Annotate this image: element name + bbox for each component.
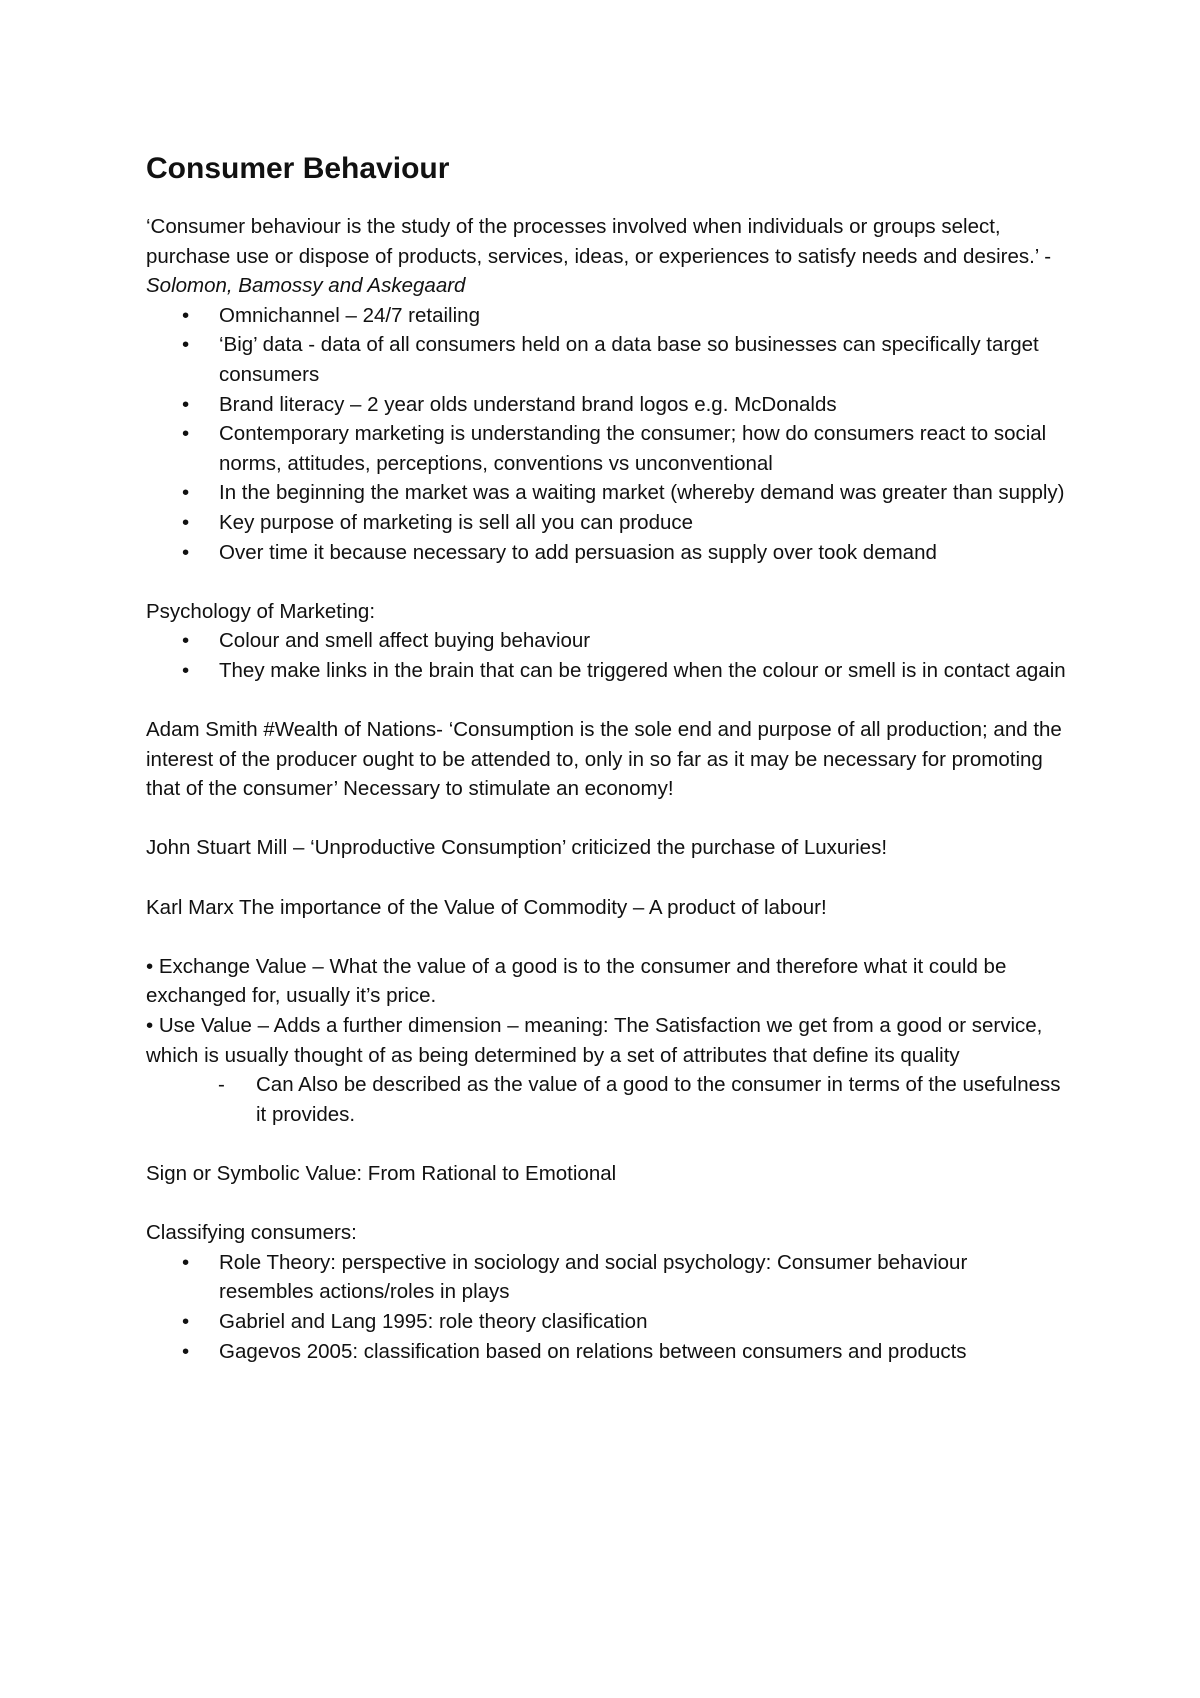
bullet-icon: • [182,422,190,446]
bullet-icon: • [182,1250,190,1274]
bullet-icon: • [182,658,190,682]
quote-separator: - [1038,244,1052,268]
psychology-heading: Psychology of Marketing: [146,599,376,623]
bullet-icon: • [182,303,190,327]
list-item: • Omnichannel – 24/7 retailing [146,301,1066,331]
bullet-icon: • [182,1339,190,1363]
sign-value-paragraph: Sign or Symbolic Value: From Rational to Emotional [146,1162,617,1185]
mill-paragraph: John Stuart Mill – ‘Unproductive Consumption’ criticized the purchase of Luxuries! [146,836,888,860]
list-item: • Contemporary marketing is understanding the consumer; how do consumers react to social norms, attitudes, perceptions, conventions vs unconventional [146,419,1066,478]
bullet-icon: • [182,510,190,534]
list-item: • Gagevos 2005: classification based on relations between consumers and products [146,1337,1066,1367]
list-item: • In the beginning the market was a waiting market (whereby demand was greater than supply) [146,478,1066,508]
list-item: • Role Theory: perspective in sociology and social psychology: Consumer behaviour resembles actions/roles in plays [146,1248,1066,1307]
bullet-icon: • [182,540,190,564]
bullet-icon: • [182,392,190,416]
bullet-icon: • [182,629,190,653]
list-item: • Gabriel and Lang 1995: role theory clasification [146,1307,1066,1337]
list-item: • Key purpose of marketing is sell all you can produce [146,508,1066,538]
list-item: • ‘Big’ data - data of all consumers held on a data base so businesses can specifically target consumers [146,330,1066,389]
psychology-list [146,626,1066,685]
use-value-paragraph: • Use Value – Adds a further dimension – meaning: The Satisfaction we get from a good or service, which is usually thought of as being determined by a set of attributes that define its quality [146,1014,1043,1067]
list-item: • Brand literacy – 2 year olds understand brand logos e.g. McDonalds [146,390,1066,420]
list-item: • Colour and smell affect buying behaviour [146,626,1066,656]
bullet-icon: • [182,481,190,505]
bullet-icon: • [182,333,190,357]
document-body [146,150,1066,1366]
use-value-sublist [146,1070,1066,1129]
dash-icon: - [218,1073,225,1097]
classifying-list [146,1248,1066,1366]
exchange-value-paragraph: • Exchange Value – What the value of a good is to the consumer and therefore what it could be exchanged for, usually it’s price. [146,954,1007,1008]
classifying-heading: Classifying consumers: [146,1221,357,1245]
definition-quote: ‘Consumer behaviour is the study of the processes involved when individuals or groups select, purchase use or dispose of products, services, ideas, or experiences to satisfy needs and desires.’ [146,215,1039,268]
list-item: - Can Also be described as the value of a good to the consumer in terms of the usefulness it provides. [146,1070,1066,1129]
page-title: Consumer Behaviour [146,152,450,185]
intro-paragraph [146,212,1066,301]
key-points-list [146,301,1066,567]
list-item: • They make links in the brain that can be triggered when the colour or smell is in contact again [146,656,1066,686]
marx-paragraph: Karl Marx The importance of the Value of Commodity – A product of labour! [146,895,827,919]
quote-attribution: Solomon, Bamossy and Askegaard [146,274,466,298]
adam-smith-paragraph: Adam Smith #Wealth of Nations- ‘Consumption is the sole end and purpose of all production; and the interest of the producer ought to be attended to, only in so far as it may be necessary for promoting that of the consumer’ Necessary to stimulate an economy! [146,718,1062,801]
bullet-icon: • [182,1309,190,1333]
list-item: • Over time it because necessary to add persuasion as supply over took demand [146,538,1066,568]
